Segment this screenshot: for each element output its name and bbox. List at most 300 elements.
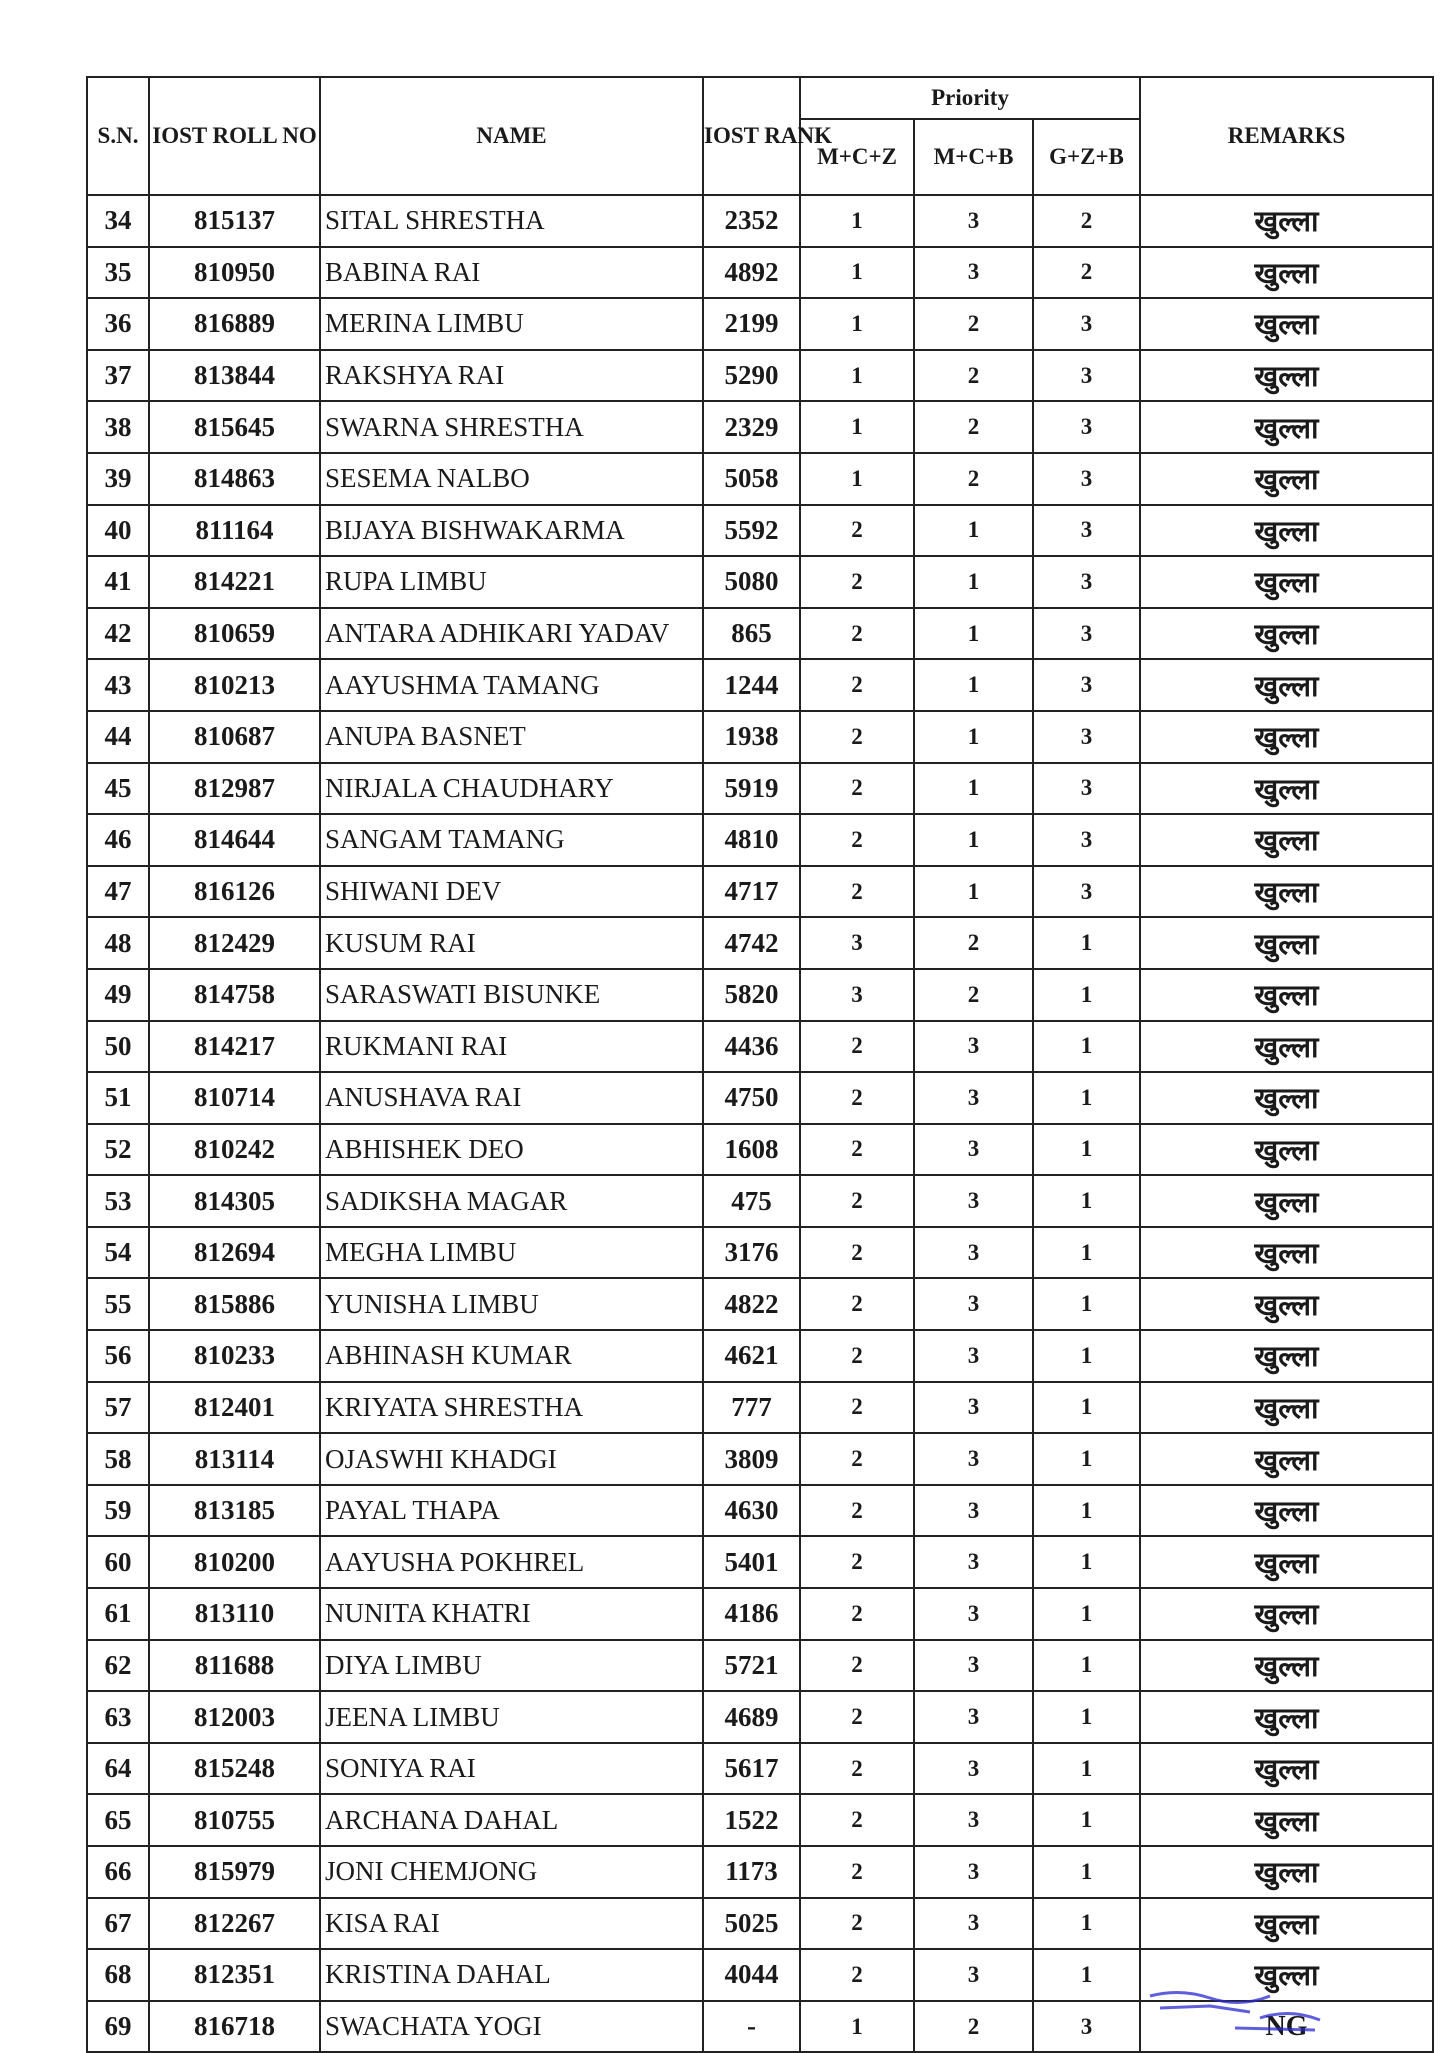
cell-name: ANUSHAVA RAI [320,1072,703,1124]
cell-remark: खुल्ला [1140,1691,1433,1743]
table-row [87,866,1433,918]
cell-roll-no: 815645 [149,401,320,453]
cell-priority-mcb: 3 [914,1485,1033,1537]
cell-priority-gzb: 2 [1033,247,1140,299]
cell-priority-gzb: 2 [1033,195,1140,247]
cell-priority-mcz: 2 [800,866,914,918]
cell-remark: खुल्ला [1140,1743,1433,1795]
cell-rank: 4630 [703,1485,800,1537]
cell-priority-mcb: 3 [914,1898,1033,1950]
cell-priority-mcz: 2 [800,556,914,608]
cell-priority-mcz: 2 [800,1743,914,1795]
table-row [87,1227,1433,1279]
cell-priority-gzb: 1 [1033,1433,1140,1485]
cell-priority-mcb: 1 [914,659,1033,711]
header-rank: IOST RANK [703,77,800,195]
cell-priority-gzb: 1 [1033,1072,1140,1124]
cell-rank: 1244 [703,659,800,711]
cell-sn: 40 [87,505,149,557]
header-priority: Priority [800,77,1140,119]
cell-priority-mcb: 3 [914,1278,1033,1330]
cell-priority-mcz: 2 [800,1124,914,1176]
cell-priority-mcz: 1 [800,298,914,350]
cell-name: MEGHA LIMBU [320,1227,703,1279]
cell-roll-no: 815979 [149,1846,320,1898]
table-row [87,969,1433,1021]
cell-rank: 1608 [703,1124,800,1176]
cell-remark: खुल्ला [1140,1124,1433,1176]
cell-sn: 47 [87,866,149,918]
cell-roll-no: 812401 [149,1382,320,1434]
cell-roll-no: 810200 [149,1536,320,1588]
cell-priority-gzb: 3 [1033,814,1140,866]
cell-roll-no: 813844 [149,350,320,402]
cell-priority-gzb: 1 [1033,1124,1140,1176]
cell-priority-mcb: 3 [914,1072,1033,1124]
cell-roll-no: 816126 [149,866,320,918]
table-row [87,350,1433,402]
cell-name: SITAL SHRESTHA [320,195,703,247]
cell-sn: 68 [87,1949,149,2001]
table-row [87,505,1433,557]
header-priority-mcz: M+C+Z [800,119,914,195]
cell-rank: 4689 [703,1691,800,1743]
cell-name: SESEMA NALBO [320,453,703,505]
cell-rank: 865 [703,608,800,660]
table-header [87,77,1433,195]
cell-remark: खुल्ला [1140,969,1433,1021]
cell-priority-mcz: 1 [800,2001,914,2053]
table-row [87,2001,1433,2053]
cell-priority-mcb: 3 [914,1846,1033,1898]
cell-name: NUNITA KHATRI [320,1588,703,1640]
table-row [87,1794,1433,1846]
cell-priority-mcz: 1 [800,453,914,505]
cell-roll-no: 811164 [149,505,320,557]
cell-rank: 5290 [703,350,800,402]
cell-priority-mcz: 2 [800,1330,914,1382]
cell-name: SONIYA RAI [320,1743,703,1795]
cell-name: AAYUSHMA TAMANG [320,659,703,711]
cell-sn: 51 [87,1072,149,1124]
cell-priority-gzb: 1 [1033,1175,1140,1227]
cell-rank: 4717 [703,866,800,918]
cell-priority-mcb: 2 [914,969,1033,1021]
cell-name: ANUPA BASNET [320,711,703,763]
cell-priority-gzb: 3 [1033,505,1140,557]
cell-roll-no: 816718 [149,2001,320,2053]
cell-name: DIYA LIMBU [320,1640,703,1692]
cell-remark: खुल्ला [1140,1021,1433,1073]
cell-remark: खुल्ला [1140,350,1433,402]
cell-sn: 42 [87,608,149,660]
cell-priority-gzb: 3 [1033,866,1140,918]
cell-rank: 4186 [703,1588,800,1640]
cell-priority-mcb: 3 [914,1640,1033,1692]
cell-rank: 3809 [703,1433,800,1485]
cell-priority-mcb: 3 [914,1175,1033,1227]
cell-remark: खुल्ला [1140,195,1433,247]
cell-sn: 61 [87,1588,149,1640]
cell-sn: 35 [87,247,149,299]
cell-name: BIJAYA BISHWAKARMA [320,505,703,557]
cell-roll-no: 814758 [149,969,320,1021]
cell-rank: 4810 [703,814,800,866]
cell-name: SHIWANI DEV [320,866,703,918]
cell-remark: खुल्ला [1140,1433,1433,1485]
cell-name: ANTARA ADHIKARI YADAV [320,608,703,660]
cell-name: KUSUM RAI [320,917,703,969]
table-row [87,814,1433,866]
cell-rank: 4892 [703,247,800,299]
cell-sn: 58 [87,1433,149,1485]
cell-roll-no: 810950 [149,247,320,299]
cell-name: SWARNA SHRESTHA [320,401,703,453]
cell-priority-gzb: 1 [1033,1794,1140,1846]
cell-priority-gzb: 3 [1033,763,1140,815]
cell-remark: खुल्ला [1140,1588,1433,1640]
cell-remark: खुल्ला [1140,1485,1433,1537]
cell-priority-gzb: 1 [1033,1846,1140,1898]
cell-name: RAKSHYA RAI [320,350,703,402]
cell-rank: 5820 [703,969,800,1021]
cell-priority-mcz: 1 [800,247,914,299]
cell-roll-no: 814221 [149,556,320,608]
table-row [87,247,1433,299]
cell-sn: 37 [87,350,149,402]
cell-priority-mcb: 1 [914,866,1033,918]
cell-remark: खुल्ला [1140,711,1433,763]
cell-name: RUKMANI RAI [320,1021,703,1073]
cell-remark: खुल्ला [1140,917,1433,969]
cell-rank: 4742 [703,917,800,969]
cell-sn: 43 [87,659,149,711]
cell-remark: खुल्ला [1140,1640,1433,1692]
table-row [87,298,1433,350]
cell-priority-gzb: 1 [1033,1640,1140,1692]
cell-roll-no: 815886 [149,1278,320,1330]
cell-priority-gzb: 3 [1033,401,1140,453]
cell-remark: खुल्ला [1140,1794,1433,1846]
cell-rank: 1522 [703,1794,800,1846]
cell-remark: खुल्ला [1140,1330,1433,1382]
cell-priority-mcz: 3 [800,917,914,969]
cell-rank: 5721 [703,1640,800,1692]
cell-priority-mcb: 3 [914,195,1033,247]
cell-priority-mcb: 2 [914,350,1033,402]
cell-priority-mcb: 3 [914,1433,1033,1485]
cell-sn: 65 [87,1794,149,1846]
table-row [87,1433,1433,1485]
header-sn: S.N. [87,77,149,195]
cell-remark: खुल्ला [1140,814,1433,866]
cell-priority-gzb: 1 [1033,1536,1140,1588]
cell-sn: 67 [87,1898,149,1950]
cell-priority-mcz: 1 [800,401,914,453]
cell-priority-mcz: 2 [800,659,914,711]
cell-roll-no: 812987 [149,763,320,815]
table-row [87,1382,1433,1434]
cell-name: ABHISHEK DEO [320,1124,703,1176]
table-row [87,401,1433,453]
table-row [87,1175,1433,1227]
cell-sn: 54 [87,1227,149,1279]
cell-priority-mcb: 2 [914,453,1033,505]
cell-name: ARCHANA DAHAL [320,1794,703,1846]
cell-roll-no: 814863 [149,453,320,505]
cell-priority-mcb: 3 [914,1536,1033,1588]
header-remarks: REMARKS [1140,77,1433,195]
cell-roll-no: 810687 [149,711,320,763]
cell-priority-gzb: 1 [1033,1382,1140,1434]
cell-rank: 4822 [703,1278,800,1330]
cell-sn: 34 [87,195,149,247]
cell-sn: 56 [87,1330,149,1382]
cell-remark: खुल्ला [1140,1846,1433,1898]
cell-rank: 5025 [703,1898,800,1950]
cell-priority-gzb: 1 [1033,1898,1140,1950]
cell-rank: 3176 [703,1227,800,1279]
cell-priority-mcb: 2 [914,401,1033,453]
cell-priority-gzb: 1 [1033,1588,1140,1640]
cell-sn: 64 [87,1743,149,1795]
cell-priority-gzb: 3 [1033,556,1140,608]
cell-roll-no: 813110 [149,1588,320,1640]
cell-rank: 2329 [703,401,800,453]
cell-priority-gzb: 1 [1033,917,1140,969]
cell-priority-gzb: 1 [1033,1227,1140,1279]
table-row [87,1691,1433,1743]
table-row [87,1536,1433,1588]
cell-priority-mcb: 3 [914,1227,1033,1279]
cell-priority-mcz: 2 [800,1949,914,2001]
cell-name: RUPA LIMBU [320,556,703,608]
cell-remark: खुल्ला [1140,608,1433,660]
cell-priority-mcb: 3 [914,1949,1033,2001]
cell-sn: 63 [87,1691,149,1743]
cell-rank: 4436 [703,1021,800,1073]
cell-sn: 59 [87,1485,149,1537]
cell-sn: 44 [87,711,149,763]
cell-sn: 48 [87,917,149,969]
cell-roll-no: 814217 [149,1021,320,1073]
cell-roll-no: 810659 [149,608,320,660]
cell-name: AAYUSHA POKHREL [320,1536,703,1588]
cell-remark: खुल्ला [1140,1949,1433,2001]
cell-rank: 5592 [703,505,800,557]
cell-priority-mcb: 3 [914,1691,1033,1743]
cell-priority-mcz: 1 [800,350,914,402]
cell-remark: खुल्ला [1140,1175,1433,1227]
cell-sn: 55 [87,1278,149,1330]
cell-name: KRIYATA SHRESTHA [320,1382,703,1434]
cell-roll-no: 816889 [149,298,320,350]
cell-remark: खुल्ला [1140,763,1433,815]
cell-priority-mcz: 2 [800,1382,914,1434]
cell-remark: खुल्ला [1140,1536,1433,1588]
cell-remark: खुल्ला [1140,1382,1433,1434]
cell-sn: 50 [87,1021,149,1073]
cell-rank: 475 [703,1175,800,1227]
cell-rank: 5058 [703,453,800,505]
cell-priority-gzb: 3 [1033,711,1140,763]
cell-priority-mcz: 2 [800,1794,914,1846]
cell-priority-mcb: 3 [914,247,1033,299]
table-row [87,453,1433,505]
cell-remark: खुल्ला [1140,453,1433,505]
cell-name: NIRJALA CHAUDHARY [320,763,703,815]
header-roll-no: IOST ROLL NO [149,77,320,195]
cell-name: SANGAM TAMANG [320,814,703,866]
cell-priority-mcb: 1 [914,814,1033,866]
cell-sn: 46 [87,814,149,866]
cell-priority-gzb: 1 [1033,1021,1140,1073]
cell-remark: खुल्ला [1140,1072,1433,1124]
cell-priority-mcz: 2 [800,1072,914,1124]
cell-priority-mcb: 1 [914,711,1033,763]
cell-remark: खुल्ला [1140,1898,1433,1950]
cell-roll-no: 814305 [149,1175,320,1227]
cell-priority-gzb: 1 [1033,1485,1140,1537]
cell-remark: खुल्ला [1140,659,1433,711]
cell-roll-no: 810714 [149,1072,320,1124]
cell-sn: 66 [87,1846,149,1898]
cell-priority-mcb: 2 [914,2001,1033,2053]
table-body [87,195,1433,2052]
cell-priority-gzb: 3 [1033,298,1140,350]
cell-roll-no: 813114 [149,1433,320,1485]
cell-rank: 5919 [703,763,800,815]
cell-sn: 62 [87,1640,149,1692]
cell-name: SARASWATI BISUNKE [320,969,703,1021]
cell-name: OJASWHI KHADGI [320,1433,703,1485]
table-row [87,1949,1433,2001]
cell-sn: 69 [87,2001,149,2053]
cell-roll-no: 810213 [149,659,320,711]
cell-name: JONI CHEMJONG [320,1846,703,1898]
table-row [87,917,1433,969]
cell-rank: 2199 [703,298,800,350]
cell-priority-gzb: 1 [1033,1330,1140,1382]
cell-priority-mcb: 3 [914,1588,1033,1640]
cell-priority-mcb: 3 [914,1021,1033,1073]
cell-priority-mcb: 1 [914,556,1033,608]
cell-priority-mcz: 2 [800,1640,914,1692]
cell-roll-no: 812694 [149,1227,320,1279]
cell-priority-mcb: 1 [914,763,1033,815]
cell-priority-mcz: 2 [800,608,914,660]
cell-rank: 5617 [703,1743,800,1795]
cell-rank: 4750 [703,1072,800,1124]
cell-priority-mcb: 3 [914,1330,1033,1382]
cell-remark: खुल्ला [1140,866,1433,918]
table-row [87,1743,1433,1795]
cell-priority-mcz: 3 [800,969,914,1021]
cell-name: SWACHATA YOGI [320,2001,703,2053]
cell-rank: 777 [703,1382,800,1434]
cell-remark: खुल्ला [1140,1227,1433,1279]
cell-roll-no: 813185 [149,1485,320,1537]
cell-remark: खुल्ला [1140,556,1433,608]
cell-priority-gzb: 3 [1033,608,1140,660]
table-row [87,659,1433,711]
cell-priority-mcz: 2 [800,1588,914,1640]
cell-remark: खुल्ला [1140,401,1433,453]
cell-name: KISA RAI [320,1898,703,1950]
cell-name: MERINA LIMBU [320,298,703,350]
cell-priority-mcz: 2 [800,1175,914,1227]
cell-roll-no: 810233 [149,1330,320,1382]
table-row [87,556,1433,608]
table-row [87,1846,1433,1898]
cell-priority-gzb: 3 [1033,659,1140,711]
cell-roll-no: 815137 [149,195,320,247]
cell-priority-mcb: 1 [914,505,1033,557]
cell-priority-gzb: 3 [1033,453,1140,505]
cell-remark: खुल्ला [1140,1278,1433,1330]
cell-sn: 36 [87,298,149,350]
table-row [87,1072,1433,1124]
cell-rank: - [703,2001,800,2053]
cell-priority-gzb: 3 [1033,2001,1140,2053]
cell-name: BABINA RAI [320,247,703,299]
header-priority-mcb: M+C+B [914,119,1033,195]
cell-priority-gzb: 1 [1033,1743,1140,1795]
cell-priority-mcz: 2 [800,505,914,557]
cell-priority-mcz: 2 [800,1898,914,1950]
cell-name: YUNISHA LIMBU [320,1278,703,1330]
cell-priority-mcb: 2 [914,917,1033,969]
cell-remark: खुल्ला [1140,247,1433,299]
cell-rank: 5080 [703,556,800,608]
cell-name: SADIKSHA MAGAR [320,1175,703,1227]
cell-priority-mcz: 2 [800,711,914,763]
cell-priority-mcz: 2 [800,1278,914,1330]
cell-name: ABHINASH KUMAR [320,1330,703,1382]
cell-priority-gzb: 1 [1033,1691,1140,1743]
cell-sn: 45 [87,763,149,815]
table-row [87,763,1433,815]
cell-priority-gzb: 3 [1033,350,1140,402]
cell-priority-mcb: 3 [914,1743,1033,1795]
cell-roll-no: 815248 [149,1743,320,1795]
cell-name: PAYAL THAPA [320,1485,703,1537]
cell-priority-gzb: 1 [1033,969,1140,1021]
table-row [87,1640,1433,1692]
cell-priority-mcb: 3 [914,1382,1033,1434]
table-row [87,1278,1433,1330]
cell-priority-gzb: 1 [1033,1278,1140,1330]
table-row [87,1898,1433,1950]
cell-priority-mcz: 2 [800,1691,914,1743]
cell-priority-mcz: 2 [800,1021,914,1073]
cell-sn: 49 [87,969,149,1021]
cell-rank: 2352 [703,195,800,247]
cell-name: KRISTINA DAHAL [320,1949,703,2001]
cell-roll-no: 810242 [149,1124,320,1176]
header-name: NAME [320,77,703,195]
cell-roll-no: 811688 [149,1640,320,1692]
cell-rank: 5401 [703,1536,800,1588]
cell-remark: खुल्ला [1140,298,1433,350]
table-row [87,1485,1433,1537]
cell-priority-mcz: 2 [800,814,914,866]
cell-priority-mcz: 2 [800,1846,914,1898]
cell-roll-no: 810755 [149,1794,320,1846]
cell-sn: 41 [87,556,149,608]
cell-sn: 60 [87,1536,149,1588]
cell-priority-mcz: 1 [800,195,914,247]
